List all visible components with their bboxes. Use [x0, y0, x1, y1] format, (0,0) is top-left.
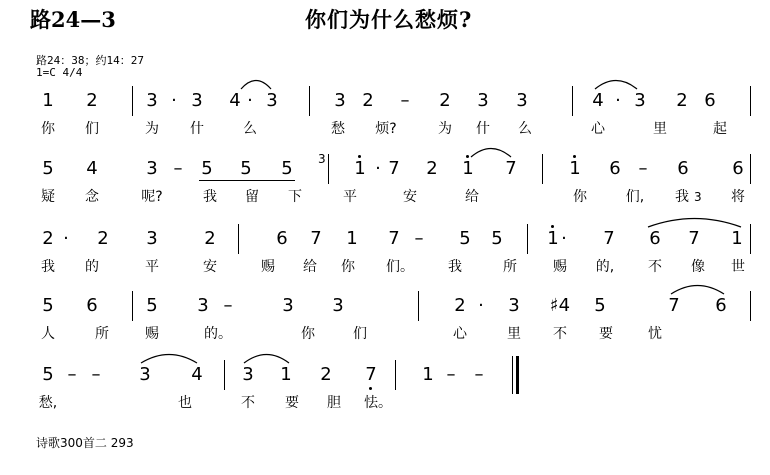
- lyric-syllable: 怯。: [364, 395, 392, 411]
- slur-arc: [243, 350, 290, 364]
- song-title: 你们为什么愁烦?: [305, 7, 473, 32]
- score-note: –: [638, 158, 648, 179]
- bar-line: [132, 86, 133, 116]
- score-note: –: [91, 364, 101, 385]
- bar-line: [527, 224, 528, 254]
- lyric-syllable: 们。: [386, 259, 414, 275]
- score-note: 3: [146, 90, 158, 111]
- lyric-syllable: 么: [243, 121, 257, 137]
- lyric-syllable: 愁: [331, 121, 345, 137]
- score-note: 7: [388, 228, 400, 249]
- score-note: 5: [594, 295, 606, 316]
- score-note: 6: [677, 158, 689, 179]
- lyric-syllable: 烦?: [375, 121, 397, 137]
- score-note: ♯4: [549, 295, 571, 316]
- final-bar-thin: [512, 356, 513, 394]
- score-note: 4: [229, 90, 241, 111]
- score-note: 3: [266, 90, 278, 111]
- triplet-mark: 3: [318, 152, 326, 166]
- score-note: 3: [191, 90, 203, 111]
- lyric-syllable: 们: [85, 121, 99, 137]
- score-note: 3: [332, 295, 344, 316]
- lyric-syllable: 你: [301, 326, 315, 342]
- score-note: 3: [508, 295, 520, 316]
- score-note: 3: [242, 364, 254, 385]
- score-note: 5: [459, 228, 471, 249]
- score-note: 6: [609, 158, 621, 179]
- lyric-syllable: 我: [41, 259, 55, 275]
- score-note: 2: [362, 90, 374, 111]
- lyric-syllable: 赐: [145, 326, 159, 342]
- score-note: 2: [426, 158, 438, 179]
- score-note: 2: [97, 228, 109, 249]
- score-note: 5: [42, 364, 54, 385]
- score-note: 3: [282, 295, 294, 316]
- score-note: 5: [146, 295, 158, 316]
- source-credit: 诗歌300首二 293: [36, 436, 134, 450]
- score-note: 2: [204, 228, 216, 249]
- slur-arc: [670, 281, 725, 295]
- score-note: 7: [688, 228, 700, 249]
- score-note: 5: [240, 158, 252, 179]
- score-note: 4: [191, 364, 203, 385]
- cross-references: 路24：38；约14：27: [36, 54, 144, 67]
- lyric-syllable: 赐: [261, 259, 275, 275]
- score-note: 6: [715, 295, 727, 316]
- score-note: –: [400, 90, 410, 111]
- lyric-syllable: 起: [713, 121, 727, 137]
- lyric-syllable: 心: [453, 326, 467, 342]
- score-note: 4: [86, 158, 98, 179]
- score-note: ·: [375, 158, 381, 179]
- lyric-syllable: 安: [403, 189, 417, 205]
- lyric-syllable: 疑: [41, 189, 55, 205]
- lyric-syllable: 为: [145, 121, 159, 137]
- score-note: 6: [86, 295, 98, 316]
- score-note: 7: [365, 364, 377, 385]
- key-signature: 1=C 4/4: [36, 66, 83, 79]
- score-note: 1: [569, 158, 581, 179]
- lyric-syllable: 们,: [625, 189, 645, 205]
- score-note: 3: [146, 228, 158, 249]
- bar-line: [328, 154, 329, 184]
- bar-line: [750, 86, 751, 116]
- lyric-syllable: 我: [203, 189, 217, 205]
- bar-line: [224, 360, 225, 390]
- lyric-syllable: 所: [503, 259, 517, 275]
- score-note: 1: [731, 228, 743, 249]
- slur-arc: [140, 350, 198, 364]
- score-note: 4: [592, 90, 604, 111]
- bar-line: [750, 154, 751, 184]
- score-note: ·: [63, 228, 69, 249]
- bar-line: [572, 86, 573, 116]
- bar-line: [750, 224, 751, 254]
- score-note: 1: [42, 90, 54, 111]
- score-note: 7: [388, 158, 400, 179]
- score-note: –: [223, 295, 233, 316]
- lyric-syllable: 不: [648, 259, 662, 275]
- lyric-syllable: 不: [553, 326, 567, 342]
- lyric-syllable: 里: [653, 121, 667, 137]
- score-note: 2: [454, 295, 466, 316]
- score-note: 1: [462, 158, 474, 179]
- lyric-syllable: 也: [178, 395, 192, 411]
- lyric-syllable: 我: [675, 189, 689, 205]
- octave-dot-below: [369, 387, 372, 390]
- lyric-syllable: 像: [691, 259, 705, 275]
- lyric-syllable: 呢?: [141, 189, 163, 205]
- lyric-syllable: 所: [95, 326, 109, 342]
- lyric-syllable: 你: [341, 259, 355, 275]
- score-note: ·: [171, 90, 177, 111]
- octave-dot-above: [573, 155, 576, 158]
- final-bar-thick: [516, 356, 519, 394]
- score-note: 6: [732, 158, 744, 179]
- score-note: 1: [346, 228, 358, 249]
- score-note: –: [474, 364, 484, 385]
- lyric-syllable: 什: [190, 121, 204, 137]
- score-note: 3: [334, 90, 346, 111]
- lyric-syllable: 留: [245, 189, 259, 205]
- score-note: ·: [561, 228, 567, 249]
- lyric-syllable: 你: [41, 121, 55, 137]
- score-note: –: [173, 158, 183, 179]
- slur-arc: [240, 76, 272, 90]
- triplet-mark: 3: [694, 190, 702, 204]
- score-note: ·: [478, 295, 484, 316]
- lyric-syllable: 为: [438, 121, 452, 137]
- lyric-syllable: 下: [288, 189, 302, 205]
- score-note: 5: [42, 158, 54, 179]
- score-note: 5: [491, 228, 503, 249]
- score-note: 7: [603, 228, 615, 249]
- bar-line: [238, 224, 239, 254]
- octave-dot-above: [358, 155, 361, 158]
- slur-arc: [470, 144, 512, 158]
- score-note: 2: [320, 364, 332, 385]
- octave-dot-above: [466, 155, 469, 158]
- lyric-syllable: 念: [85, 189, 99, 205]
- octave-dot-above: [551, 225, 554, 228]
- score-note: 1: [547, 228, 559, 249]
- lyric-syllable: 们: [353, 326, 367, 342]
- score-note: 3: [146, 158, 158, 179]
- lyric-syllable: 安: [203, 259, 217, 275]
- bar-line: [309, 86, 310, 116]
- score-note: 3: [516, 90, 528, 111]
- score-note: 2: [86, 90, 98, 111]
- lyric-syllable: 忧: [648, 326, 662, 342]
- slur-arc: [647, 214, 742, 228]
- score-note: –: [446, 364, 456, 385]
- lyric-syllable: 要: [285, 395, 299, 411]
- lyric-syllable: 给: [303, 259, 317, 275]
- lyric-syllable: 里: [507, 326, 521, 342]
- score-note: 2: [676, 90, 688, 111]
- score-note: 7: [310, 228, 322, 249]
- score-note: 3: [197, 295, 209, 316]
- score-note: –: [414, 228, 424, 249]
- lyric-syllable: 将: [731, 189, 745, 205]
- score-note: –: [67, 364, 77, 385]
- lyric-syllable: 的。: [204, 326, 232, 342]
- lyric-syllable: 胆: [327, 395, 341, 411]
- score-note: ·: [615, 90, 621, 111]
- bar-line: [395, 360, 396, 390]
- lyric-syllable: 不: [241, 395, 255, 411]
- bar-line: [132, 291, 133, 321]
- score-note: 5: [42, 295, 54, 316]
- bar-line: [750, 291, 751, 321]
- lyric-syllable: 人: [41, 326, 55, 342]
- lyric-syllable: 要: [599, 326, 613, 342]
- lyric-syllable: 给: [465, 189, 479, 205]
- score-note: ·: [247, 90, 253, 111]
- score-note: 6: [649, 228, 661, 249]
- lyric-syllable: 我: [448, 259, 462, 275]
- lyric-syllable: 世: [731, 259, 745, 275]
- score-note: 7: [668, 295, 680, 316]
- lyric-syllable: 赐: [553, 259, 567, 275]
- score-note: 3: [477, 90, 489, 111]
- eighth-underline: [199, 180, 295, 181]
- scripture-reference: 路24—3: [30, 7, 116, 32]
- lyric-syllable: 你: [573, 189, 587, 205]
- slur-arc: [594, 76, 638, 90]
- score-note: 2: [439, 90, 451, 111]
- lyric-syllable: 愁,: [38, 395, 58, 411]
- lyric-syllable: 平: [145, 259, 159, 275]
- score-note: 1: [422, 364, 434, 385]
- lyric-syllable: 平: [343, 189, 357, 205]
- bar-line: [418, 291, 419, 321]
- score-note: 6: [276, 228, 288, 249]
- bar-line: [542, 154, 543, 184]
- score-note: 2: [42, 228, 54, 249]
- lyric-syllable: 心: [591, 121, 605, 137]
- lyric-syllable: 的,: [595, 259, 615, 275]
- score-note: 5: [281, 158, 293, 179]
- score-note: 1: [354, 158, 366, 179]
- lyric-syllable: 什: [476, 121, 490, 137]
- score-note: 6: [704, 90, 716, 111]
- score-note: 7: [505, 158, 517, 179]
- score-note: 1: [280, 364, 292, 385]
- lyric-syllable: 么: [518, 121, 532, 137]
- score-note: 5: [201, 158, 213, 179]
- lyric-syllable: 的: [85, 259, 99, 275]
- score-note: 3: [139, 364, 151, 385]
- score-note: 3: [634, 90, 646, 111]
